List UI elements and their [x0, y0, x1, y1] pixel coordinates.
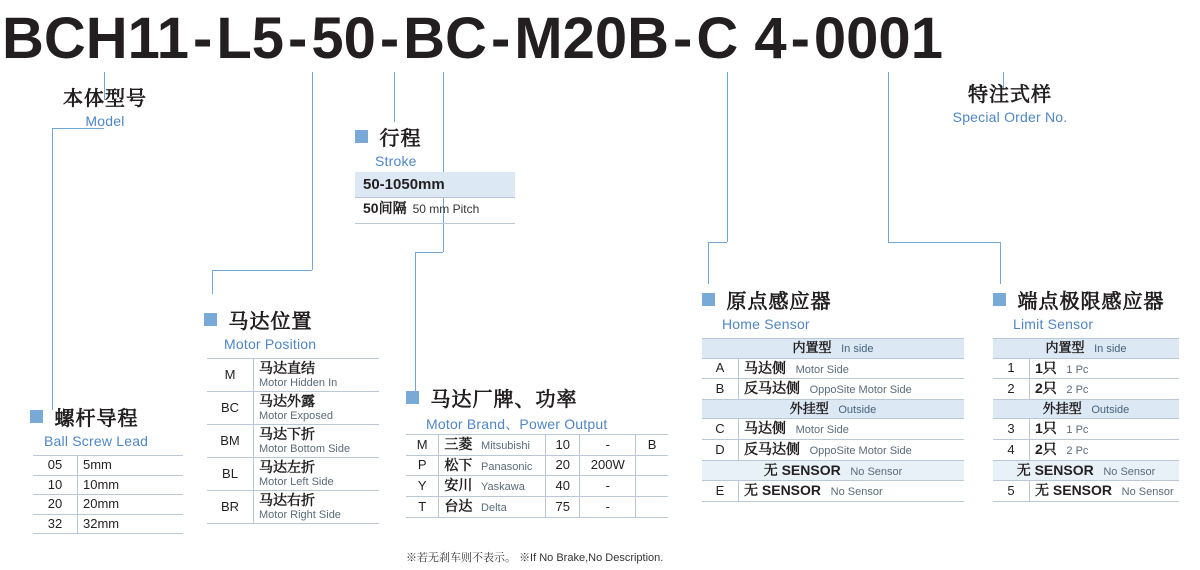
table-row — [33, 456, 183, 476]
leader-motorpos-v1 — [312, 72, 313, 252]
home-nosensor-band-en: No Sensor — [850, 465, 903, 478]
home-outside-cn: 外挂型 — [789, 400, 829, 416]
part-segment-model: BCH11 — [2, 5, 189, 71]
table-row — [33, 514, 183, 534]
lead-value-0: 5mm — [78, 456, 184, 476]
home-desc-0 — [739, 358, 965, 379]
heading-lead-cn: 螺杆导程 — [54, 408, 139, 430]
motorpos-code-1: BC — [207, 391, 254, 424]
part-dash-1: - — [192, 5, 213, 71]
motorpos-code-0: M — [207, 359, 254, 392]
heading-motor-brand — [406, 383, 607, 434]
motorpos-cn-1: 马达外露 — [259, 392, 315, 409]
heading-special-order — [930, 78, 1090, 125]
motorpos-desc-2 — [254, 424, 380, 457]
limit-code-0: 1 — [993, 358, 1030, 379]
limit-desc-1 — [1030, 379, 1180, 400]
limit-inside-en: In side — [1094, 343, 1127, 355]
heading-special-order-cn: 特注式样 — [968, 84, 1052, 106]
brand-cn-3: 台达 — [444, 498, 473, 515]
table-row — [993, 379, 1179, 400]
limit-desc-0 — [1030, 358, 1180, 379]
brand-code-2: Y — [406, 476, 439, 497]
lead-value-2: 20mm — [78, 495, 184, 515]
leader-stroke-v — [394, 72, 395, 122]
lead-value-3: 32mm — [78, 514, 184, 534]
leader-model-v2 — [52, 128, 53, 410]
brand-pcode-2: 40 — [546, 476, 580, 497]
table-row — [207, 457, 379, 490]
brand-cn-1: 松下 — [444, 456, 473, 473]
motorpos-en-1: Motor Exposed — [259, 409, 333, 422]
home-code-3: D — [702, 440, 739, 461]
motorpos-en-0: Motor Hidden In — [259, 376, 338, 389]
home-group-header-outside-text — [702, 399, 964, 419]
home-code-0: A — [702, 358, 739, 379]
heading-brand-en: Motor Brand、Power Output — [426, 416, 608, 432]
table-row — [702, 481, 964, 502]
lead-code-2: 20 — [33, 495, 78, 515]
home-en-2: Motor Side — [795, 424, 849, 437]
limit-cn-3: 2只 — [1035, 441, 1057, 458]
part-number — [0, 6, 1100, 70]
leader-home-v1 — [727, 72, 728, 242]
heading-limit-sensor — [993, 285, 1164, 332]
limit-en-1: 2 Pc — [1066, 384, 1089, 397]
brand-en-2: Yaskawa — [481, 481, 525, 494]
motorpos-desc-4 — [254, 490, 380, 523]
motorpos-en-4: Motor Right Side — [259, 508, 341, 521]
motor-brand-note-cn: ※若无刹车则不表示。 — [406, 552, 516, 564]
table-row — [207, 424, 379, 457]
brand-brake-3 — [636, 497, 668, 518]
home-code-2: C — [702, 419, 739, 440]
part-dash-5: - — [673, 5, 693, 71]
home-desc-2 — [739, 419, 965, 440]
brand-pcode-3: 75 — [546, 497, 580, 518]
limit-group-header-inside-text — [993, 339, 1179, 359]
brand-name-0 — [439, 435, 546, 456]
heading-stroke — [355, 122, 421, 169]
leader-motorpos-v2 — [312, 252, 313, 270]
limit-desc-2 — [1030, 419, 1180, 440]
motorpos-en-2: Motor Bottom Side — [259, 442, 351, 455]
part-segment-sensors: C 4 — [696, 5, 787, 71]
lead-code-1: 10 — [33, 475, 78, 495]
brand-code-0: M — [406, 435, 439, 456]
brand-power-1: 200W — [580, 455, 636, 476]
leader-limit-h — [888, 242, 1000, 243]
motorpos-code-4: BR — [207, 490, 254, 523]
brand-cn-0: 三菱 — [444, 436, 473, 452]
heading-lead-en: Ball Screw Lead — [44, 433, 149, 449]
leader-brand-v2 — [415, 252, 416, 392]
home-en-4: No Sensor — [830, 486, 883, 499]
motor-brand-note-en: ※If No Brake,No Description. — [519, 552, 664, 564]
home-desc-3 — [739, 440, 965, 461]
motorpos-desc-1 — [254, 391, 380, 424]
limit-en-3: 2 Pc — [1066, 445, 1089, 458]
heading-motor-position — [204, 305, 316, 352]
limit-cn-0: 1只 — [1035, 359, 1057, 376]
limit-en-2: 1 Pc — [1066, 424, 1089, 437]
brand-pcode-1: 20 — [546, 455, 580, 476]
table-row — [702, 419, 964, 440]
limit-en-0: 1 Pc — [1066, 363, 1089, 376]
leader-brand-h — [415, 252, 443, 253]
heading-stroke-cn: 行程 — [379, 128, 422, 150]
limit-nosensor-band-cn: 无 SENSOR — [1016, 461, 1094, 478]
limit-outside-en: Outside — [1091, 403, 1130, 416]
part-segment-motor-brand: M20B — [514, 5, 669, 71]
part-dash-4: - — [490, 5, 511, 71]
limit-code-1: 2 — [993, 379, 1030, 400]
home-code-4: E — [702, 481, 739, 502]
motorpos-cn-3: 马达左折 — [259, 458, 315, 475]
limit-nosensor-band-en: No Sensor — [1103, 465, 1156, 478]
brand-code-3: T — [406, 497, 439, 518]
limit-code-2: 3 — [993, 419, 1030, 440]
heading-model-en: Model — [85, 113, 125, 129]
table-row — [406, 497, 668, 518]
limit-code-3: 4 — [993, 440, 1030, 461]
home-no-sensor-band-text — [702, 460, 964, 481]
home-no-sensor-band — [702, 460, 964, 481]
motorpos-desc-3 — [254, 457, 380, 490]
home-cn-3: 反马达侧 — [744, 441, 800, 458]
brand-power-0: - — [580, 435, 636, 456]
brand-name-1 — [439, 455, 546, 476]
brand-pcode-0: 10 — [546, 435, 580, 456]
limit-cn-4: 无 SENSOR — [1035, 482, 1113, 499]
heading-special-order-en: Special Order No. — [952, 109, 1068, 125]
brand-en-0: Mitsubishi — [481, 440, 530, 452]
motorpos-desc-0 — [254, 359, 380, 392]
home-group-header-inside-text — [702, 339, 964, 359]
home-cn-0: 马达侧 — [744, 359, 786, 376]
heading-brand-cn: 马达厂牌、功率 — [430, 389, 578, 411]
heading-motorpos-en: Motor Position — [224, 336, 317, 352]
part-segment-stroke: 50 — [311, 5, 376, 71]
brand-power-2: - — [580, 476, 636, 497]
bullet-square-icon — [406, 391, 419, 404]
home-group-header-outside — [702, 399, 964, 419]
brand-code-1: P — [406, 455, 439, 476]
leader-home-h — [708, 242, 727, 243]
table-row — [406, 455, 668, 476]
table-home-sensor — [702, 338, 964, 502]
part-dash-2: - — [288, 5, 308, 71]
stroke-range-box — [355, 172, 515, 198]
home-en-3: OppoSite Motor Side — [809, 445, 912, 458]
home-desc-4 — [739, 481, 965, 502]
bullet-square-icon — [30, 410, 43, 423]
motorpos-cn-4: 马达右折 — [259, 491, 315, 508]
heading-motorpos-cn: 马达位置 — [228, 311, 313, 333]
home-code-1: B — [702, 379, 739, 400]
limit-code-4: 5 — [993, 481, 1030, 502]
home-cn-1: 反马达侧 — [744, 380, 800, 397]
limit-no-sensor-band-text — [993, 460, 1179, 481]
motorpos-cn-2: 马达下折 — [259, 425, 315, 442]
stroke-range-value: 50-1050mm — [363, 176, 445, 193]
brand-en-3: Delta — [481, 502, 507, 515]
stroke-pitch-en: 50 mm Pitch — [412, 202, 480, 216]
home-en-1: OppoSite Motor Side — [809, 384, 912, 397]
brand-brake-2 — [636, 476, 668, 497]
limit-desc-3 — [1030, 440, 1180, 461]
bullet-square-icon — [993, 293, 1006, 306]
limit-group-header-outside — [993, 399, 1179, 419]
limit-no-sensor-band — [993, 460, 1179, 481]
motorpos-code-3: BL — [207, 457, 254, 490]
part-dash-6: - — [790, 5, 810, 71]
table-limit-sensor — [993, 338, 1179, 502]
bullet-square-icon — [204, 313, 217, 326]
leader-home-v2 — [708, 242, 709, 284]
table-row — [33, 475, 183, 495]
table-row — [993, 481, 1179, 502]
leader-limit-v2 — [1000, 242, 1001, 284]
limit-group-header-outside-text — [993, 399, 1179, 419]
bullet-square-icon — [355, 130, 368, 143]
home-group-header-inside — [702, 339, 964, 359]
limit-cn-2: 1只 — [1035, 420, 1057, 437]
table-row — [207, 359, 379, 392]
table-motor-position — [207, 358, 379, 524]
limit-desc-4 — [1030, 481, 1180, 502]
heading-home-cn: 原点感应器 — [726, 291, 832, 313]
limit-inside-cn: 内置型 — [1045, 340, 1085, 355]
lead-code-0: 05 — [33, 456, 78, 476]
motorpos-en-3: Motor Left Side — [259, 475, 334, 488]
heading-home-en: Home Sensor — [722, 316, 810, 332]
limit-outside-cn: 外挂型 — [1042, 400, 1082, 416]
brand-cn-2: 安川 — [444, 477, 473, 494]
table-row — [702, 358, 964, 379]
limit-cn-1: 2只 — [1035, 380, 1057, 397]
leader-limit-v1 — [888, 72, 889, 242]
table-row — [993, 419, 1179, 440]
home-inside-cn: 内置型 — [792, 340, 832, 355]
table-row — [406, 435, 668, 456]
heading-home-sensor — [702, 285, 831, 332]
limit-en-4: No Sensor — [1121, 486, 1174, 499]
table-row — [993, 358, 1179, 379]
heading-model-cn: 本体型号 — [63, 88, 147, 110]
brand-brake-0: B — [636, 435, 668, 456]
brand-en-1: Panasonic — [481, 460, 533, 473]
part-segment-lead: L5 — [216, 5, 284, 71]
home-nosensor-band-cn: 无 SENSOR — [763, 461, 841, 478]
home-inside-en: In side — [841, 343, 874, 355]
limit-group-header-inside — [993, 339, 1179, 359]
table-ball-screw-lead — [33, 455, 183, 534]
heading-limit-cn: 端点极限感应器 — [1017, 291, 1165, 313]
motorpos-cn-0: 马达直结 — [259, 360, 315, 376]
lead-value-1: 10mm — [78, 475, 184, 495]
heading-model — [20, 82, 190, 129]
heading-limit-en: Limit Sensor — [1013, 316, 1094, 332]
part-segment-motor-pos: BC — [403, 5, 487, 71]
table-motor-brand — [406, 434, 668, 518]
table-row — [406, 476, 668, 497]
table-row — [702, 379, 964, 400]
home-desc-1 — [739, 379, 965, 400]
brand-brake-1 — [636, 455, 668, 476]
heading-ball-screw-lead — [30, 402, 148, 449]
brand-name-2 — [439, 476, 546, 497]
home-cn-2: 马达侧 — [744, 420, 786, 437]
stroke-pitch-box — [355, 198, 515, 224]
heading-stroke-en: Stroke — [375, 153, 417, 169]
table-row — [993, 440, 1179, 461]
home-outside-en: Outside — [838, 403, 877, 416]
part-dash-3: - — [379, 5, 400, 71]
bullet-square-icon — [702, 293, 715, 306]
table-row — [207, 391, 379, 424]
table-row — [33, 495, 183, 515]
table-row — [207, 490, 379, 523]
leader-brand-v1 — [443, 72, 444, 252]
motor-brand-note — [406, 549, 663, 565]
stroke-pitch-cn: 50间隔 — [363, 200, 407, 216]
lead-code-3: 32 — [33, 514, 78, 534]
home-en-0: Motor Side — [795, 363, 849, 376]
motorpos-code-2: BM — [207, 424, 254, 457]
leader-motorpos-h — [212, 270, 312, 271]
home-cn-4: 无 SENSOR — [744, 482, 822, 499]
part-segment-special: 0001 — [813, 5, 943, 71]
leader-motorpos-v3 — [212, 270, 213, 294]
table-row — [702, 440, 964, 461]
brand-power-3: - — [580, 497, 636, 518]
brand-name-3 — [439, 497, 546, 518]
